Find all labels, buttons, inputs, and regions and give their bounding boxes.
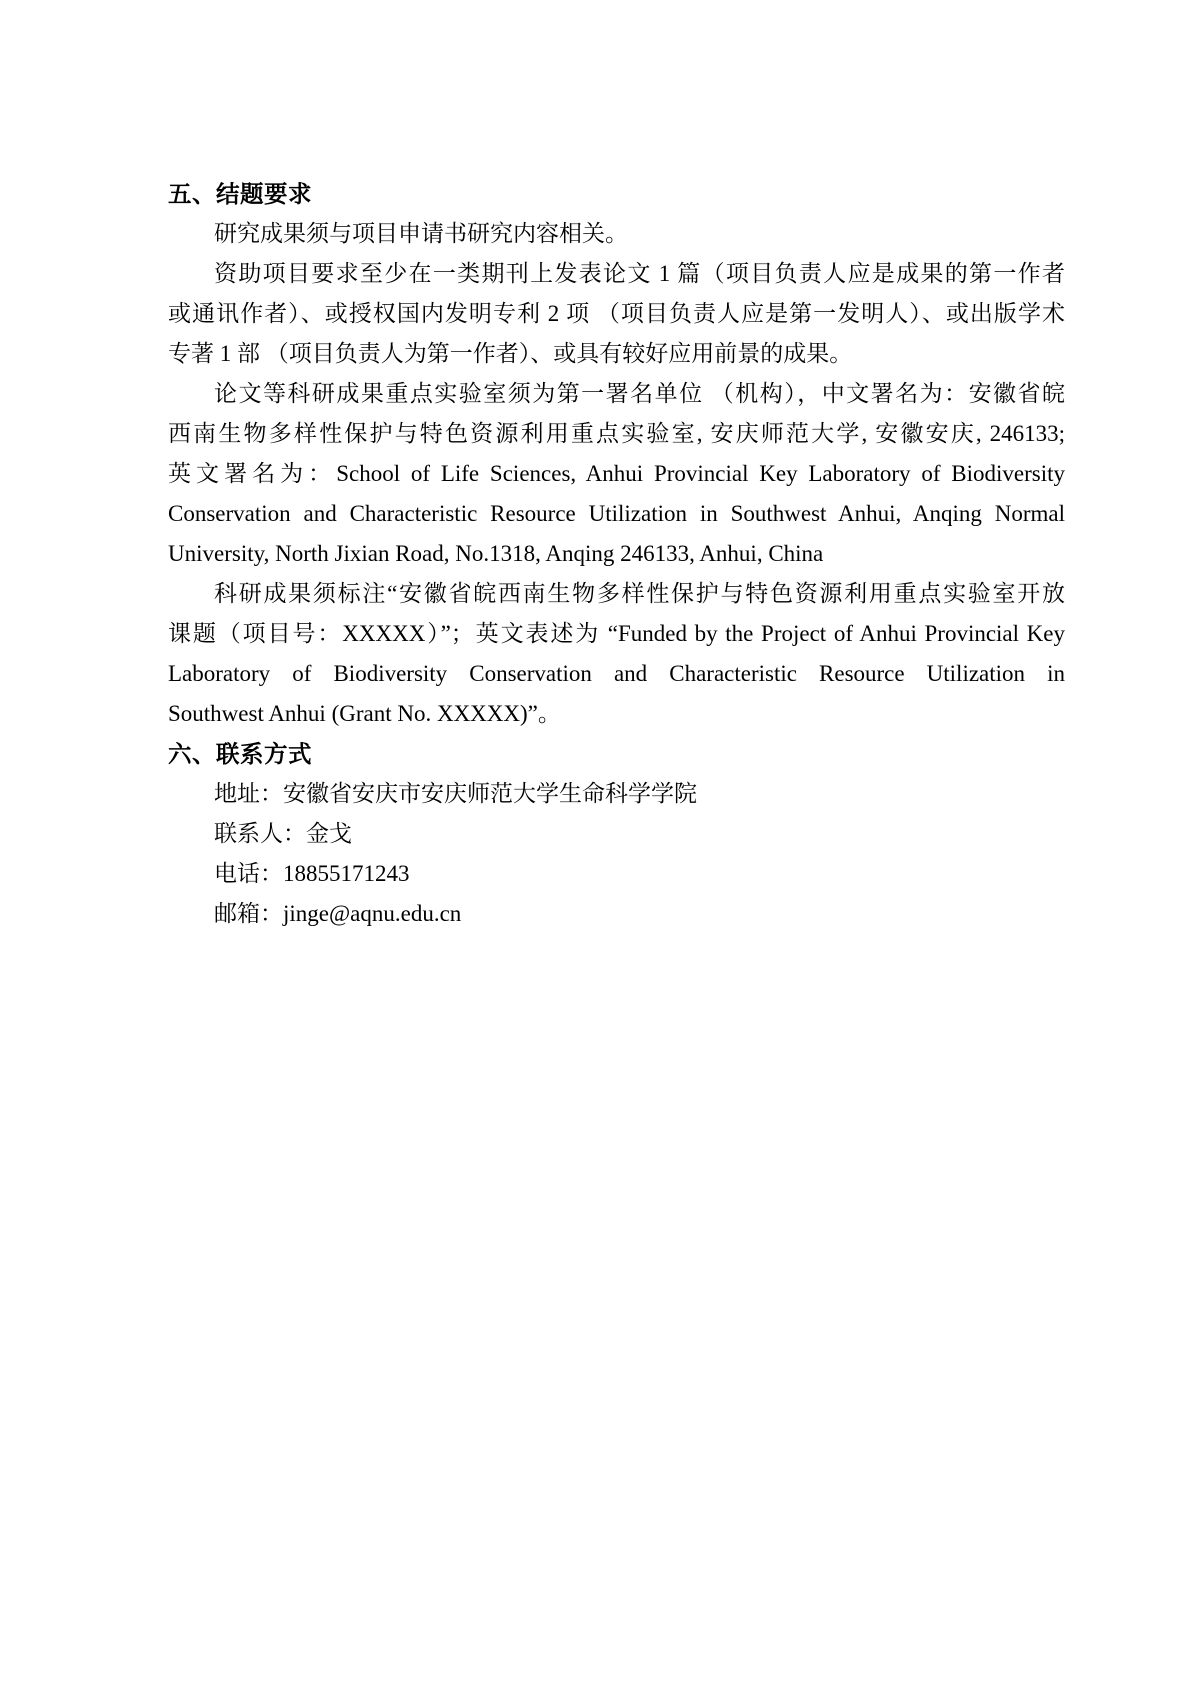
- contact-phone-row: [168, 854, 1065, 894]
- paragraph-line: 英文署名为：School of Life Sciences, Anhui Provincial Key Laboratory of Biodiversity: [168, 461, 1065, 486]
- paragraph-line: 或通讯作者）、或授权国内发明专利 2 项 （项目负责人应是第一发明人）、或出版学术: [168, 301, 1065, 326]
- paragraph-line: 科研成果须标注“安徽省皖西南生物多样性保护与特色资源利用重点实验室开放: [214, 581, 1065, 606]
- paragraph-line: 专著 1 部 （项目负责人为第一作者）、或具有较好应用前景的成果。: [168, 341, 853, 366]
- conclusion-requirements-heading: 五、结题要求: [168, 181, 312, 207]
- contact-email-value: jinge@aqnu.edu.cn: [283, 901, 462, 926]
- paragraph-line: 研究成果须与项目申请书研究内容相关。: [214, 221, 628, 246]
- paragraph-line: Laboratory of Biodiversity Conservation and Characteristic Resource Utilization in: [168, 661, 1065, 686]
- contact-heading: 六、联系方式: [168, 741, 312, 767]
- contact-person-row: [168, 814, 1065, 854]
- document-content: [168, 174, 1065, 934]
- contact-email-label: 邮箱：: [214, 901, 283, 926]
- paragraph-line: University, North Jixian Road, No.1318, Anqing 246133, Anhui, China: [168, 541, 824, 566]
- paragraph-line: 西南生物多样性保护与特色资源利用重点实验室, 安庆师范大学, 安徽安庆, 246133;: [168, 421, 1065, 446]
- contact-email-row: [168, 894, 1065, 934]
- paragraph-line: 资助项目要求至少在一类期刊上发表论文 1 篇（项目负责人应是成果的第一作者: [214, 261, 1065, 286]
- contact-address-row: [168, 774, 1065, 814]
- contact-phone-label: 电话：: [214, 861, 283, 886]
- paragraph-line: Southwest Anhui (Grant No. XXXXX)”。: [168, 701, 561, 726]
- paragraph-line: Conservation and Characteristic Resource Utilization in Southwest Anhui, Anqing Normal: [168, 501, 1065, 526]
- paragraph-line: 课题（项目号：XXXXX）”；英文表述为 “Funded by the Project of Anhui Provincial Key: [168, 621, 1065, 646]
- contact-address-value: 安徽省安庆市安庆师范大学生命科学学院: [283, 781, 697, 806]
- paragraph-line: 论文等科研成果重点实验室须为第一署名单位 （机构），中文署名为：安徽省皖: [214, 381, 1065, 406]
- contact-address-label: 地址：: [214, 781, 283, 806]
- contact-phone-value: 18855171243: [283, 861, 410, 886]
- contact-person-value: 金戈: [306, 821, 352, 846]
- contact-person-label: 联系人：: [214, 821, 306, 846]
